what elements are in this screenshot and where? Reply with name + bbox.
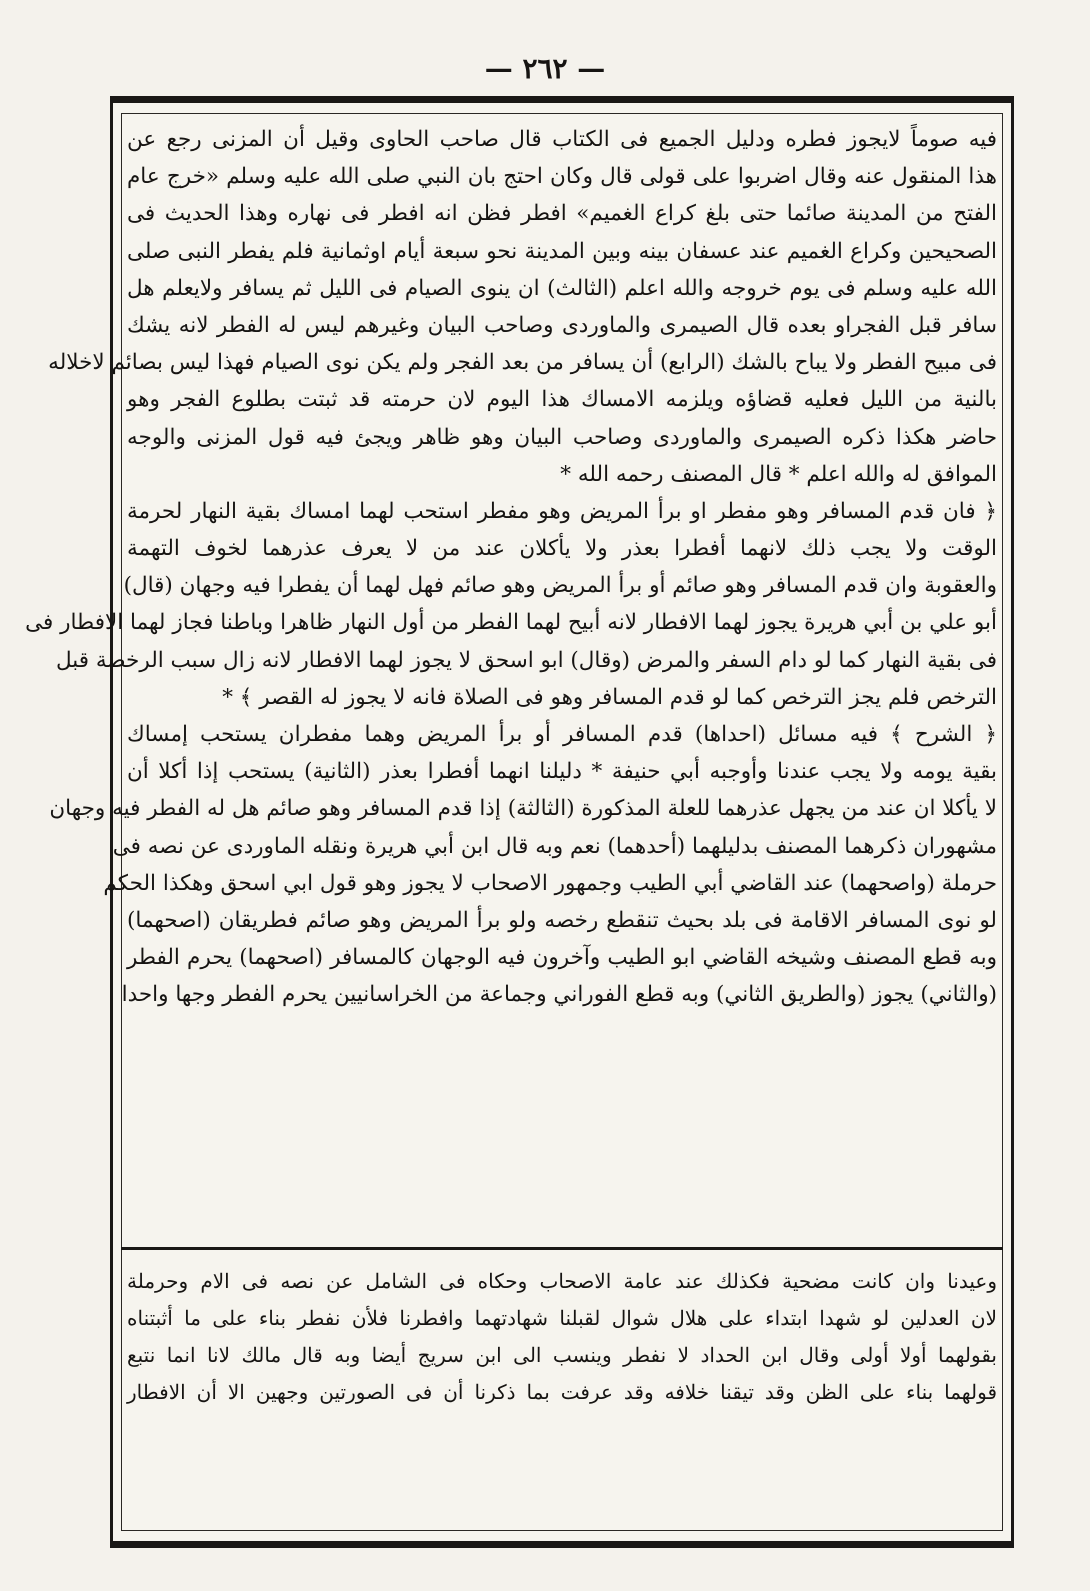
text-line: الموافق له والله اعلم * قال المصنف رحمه الله * [560, 461, 997, 487]
text-line: الترخص فلم يجز الترخص كما لو قدم المسافر وهو فى الصلاة فانه لا يجوز له القصر ﴾ * [222, 684, 997, 710]
text-line: والعقوبة وان قدم المسافر وهو صائم أو برأ المريض وهو صائم فهل لهما أن يفطرا فيه وجهان (قال) [123, 573, 997, 599]
footnote-divider [121, 1247, 1003, 1250]
text-line: الصحيحين وكراع الغميم عند عسفان بينه وبين المدينة نحو سبعة أيام اوثمانية فلم يفطر النبى صلى [127, 238, 997, 264]
text-line: أبو علي بن أبي هريرة يجوز لهما الافطار لانه أبيح لهما الفطر من أول النهار ظاهرا وباطنا فجاز لهما الافطار فى [25, 610, 997, 636]
text-line: وبه قطع المصنف وشيخه القاضي ابو الطيب وآخرون فيه الوجهان كالمسافر (اصحهما) يحرم الفطر [127, 945, 997, 971]
footnote-line: قولهما بناء على الظن وقد تيقنا خلافه وقد عرفت بما ذكرنا أن فى الصورتين وجهين الا أن الافطار [127, 1380, 997, 1404]
text-line: لا يأكلا ان عند من يجهل عذرهما للعلة المذكورة (الثالثة) إذا قدم المسافر وهو صائم هل له الفطر فيه وجهان [49, 796, 997, 822]
text-line: مشهوران ذكرهما المصنف بدليلهما (أحدهما) نعم وبه قال ابن أبي هريرة ونقله الماوردى عن نصه فى [112, 833, 997, 859]
text-line: هذا المنقول عنه وقال اضربوا على قولى قال وكان احتج بان النبي صلى الله عليه وسلم «خرج عام [127, 164, 997, 190]
footnote-line: بقولهما أولا أولى وقال ابن الحداد لا نفطر وينسب الى ابن سريج أيضا وبه قال مالك لانا انما نتبع [127, 1343, 997, 1367]
text-line: الفتح من المدينة صائما حتى بلغ كراع الغميم» افطر فظن انه افطر فى نهاره وهذا الحديث فى [127, 201, 997, 227]
text-line: الوقت ولا يجب ذلك لانهما أفطرا بعذر ولا يأكلان عند من لا يعرف عذرهما لخوف التهمة [127, 536, 997, 562]
text-line: ﴿ الشرح ﴾ فيه مسائل (احداها) قدم المسافر أو برأ المريض وهما مفطران يستحب إمساك [127, 722, 997, 747]
page-frame [25, 96, 1014, 1548]
text-line: حرملة (واصحهما) عند القاضي أبي الطيب وجمهور الاصحاب لا يجوز وهو قول ابي اسحق وهكذا الحكم [103, 870, 997, 896]
text-line: ﴿ فان قدم المسافر وهو مفطر او برأ المريض وهو مفطر استحب لهما امساك بقية النهار لحرمة [127, 498, 997, 524]
text-line: بالنية من الليل فعليه قضاؤه ويلزمه الامساك هذا اليوم لان حرمته قد ثبتت بطلوع الفجر وهو [127, 387, 997, 413]
page-number: — ٢٦٢ — [484, 52, 606, 85]
text-line: فى مبيح الفطر ولا يباح بالشك (الرابع) أن يسافر من بعد الفجر ولم يكن نوى الصيام فهذا ليس بصائم لاخلاله [48, 350, 997, 376]
text-line: (والثاني) يجوز (والطريق الثاني) وبه قطع الفوراني وجماعة من الخراسانيين يحرم الفطر وجها واحدا [121, 982, 997, 1008]
footnote-line: وعيدنا وان كانت مضحية فكذلك عند عامة الاصحاب وحكاه فى الشامل عن نصه فى الام وحرملة [127, 1269, 997, 1293]
text-line: سافر قبل الفجراو بعده قال الصيمرى والماوردى وصاحب البيان وغيرهم ليس له الفطر لانه يشك [127, 312, 997, 338]
text-line: الله عليه وسلم فى يوم خروجه والله اعلم (الثالث) ان ينوى الصيام فى الليل ثم يسافر ولايعلم هل [127, 275, 997, 301]
text-line: لو نوى المسافر الاقامة فى بلد بحيث تنقطع رخصه ولو برأ المريض وهو صائم فطريقان (اصحهما) [127, 907, 997, 933]
footnote-line: لان العدلين لو شهدا ابتداء على هلال شوال لقبلنا شهادتهما وافطرنا فلأن نفطر بناء على ما أثبتناه [127, 1306, 997, 1330]
text-line: بقية يومه ولا يجب عندنا وأوجبه أبي حنيفة * دليلنا انهما أفطرا بعذر (الثانية) يستحب إذا أكلا أن [127, 759, 997, 785]
text-line: حاضر هكذا ذكره الصيمرى والماوردى وصاحب البيان وهو ظاهر ويجئ فيه قول المزنى والوجه [127, 424, 997, 450]
text-line: فى بقية النهار كما لو دام السفر والمرض (وقال) ابو اسحق لا يجوز لهما الافطار لانه زال سبب الرخصة قبل [55, 647, 997, 673]
main-text-body [25, 121, 997, 1231]
text-line: فيه صوماً لايجوز فطره ودليل الجميع فى الكتاب قال صاحب الحاوى وقيل أن المزنى رجع عن [127, 127, 997, 152]
footnote-text [127, 1263, 997, 1411]
